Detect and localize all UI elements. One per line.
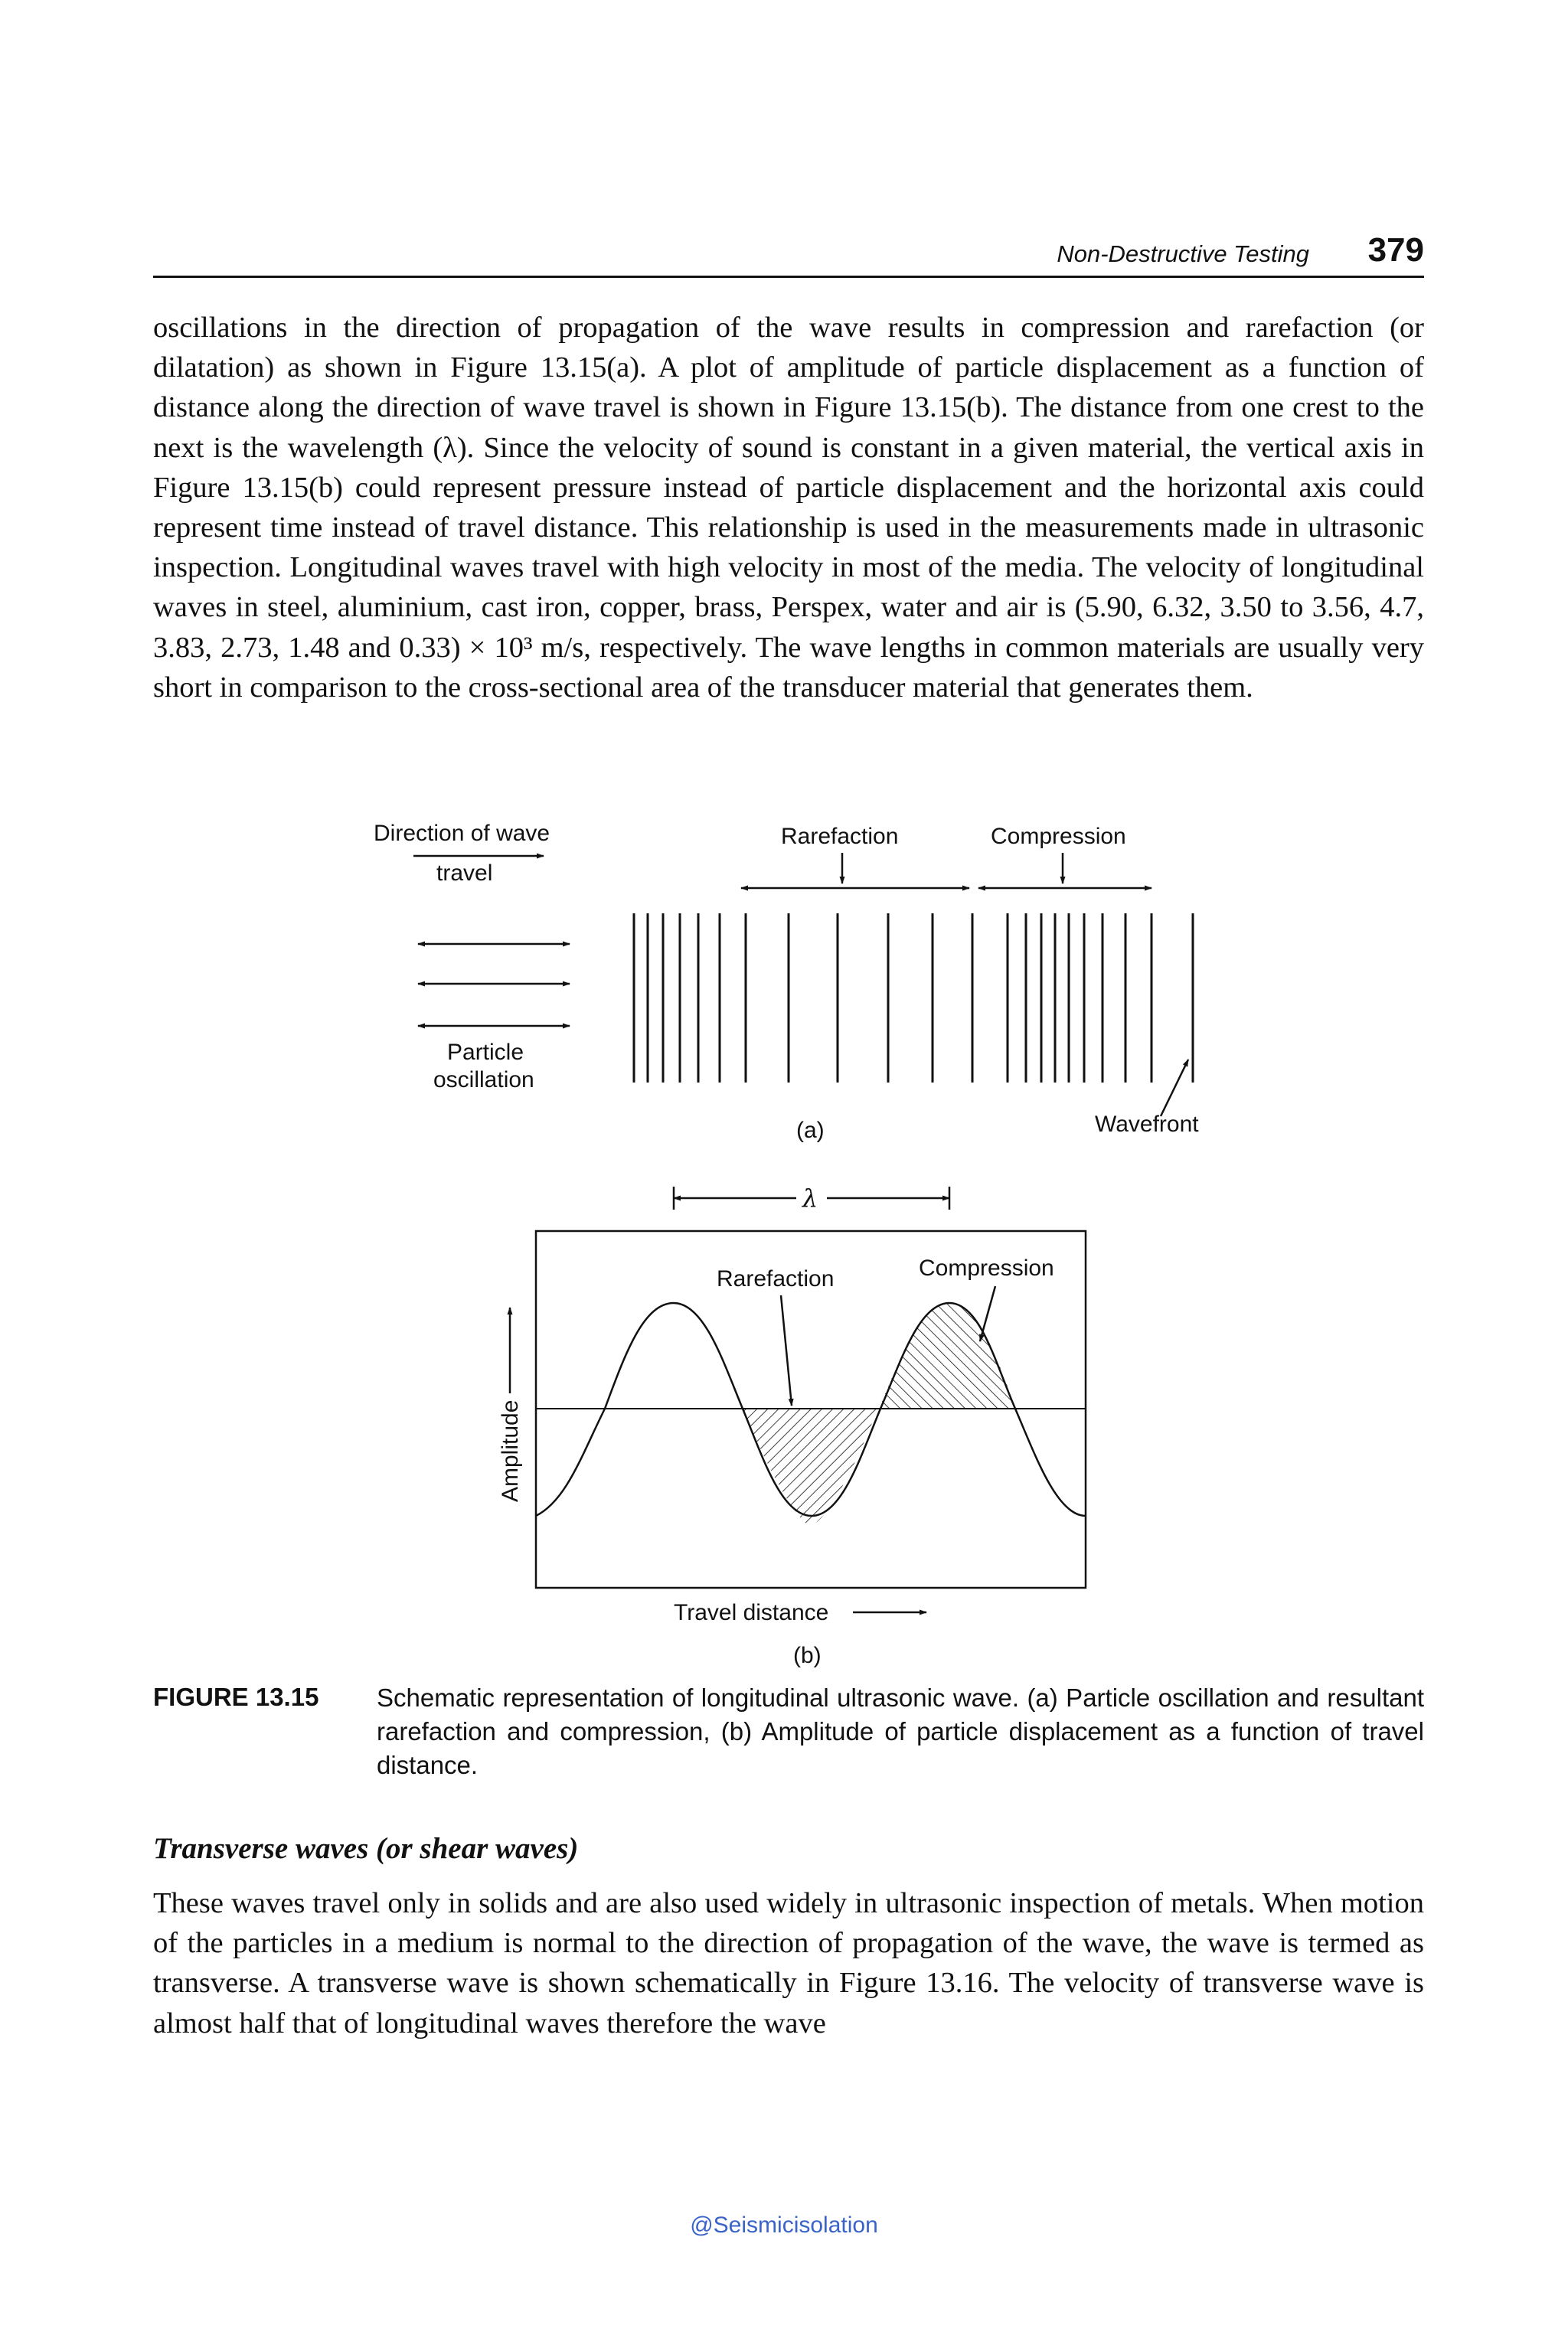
compression-label-b: Compression [919, 1256, 1054, 1281]
wavefront-pointer [1161, 1060, 1188, 1116]
sublabel-b: (b) [793, 1643, 822, 1668]
particle-oscillation-label-line2: oscillation [433, 1067, 534, 1092]
watermark: @Seismicisolation [690, 2213, 878, 2238]
rarefaction-label-b: Rarefaction [717, 1266, 835, 1292]
figure-part-a [374, 821, 1199, 1143]
x-axis-label: Travel distance [674, 1600, 829, 1625]
figure-13-15 [0, 804, 1568, 1669]
rarefaction-label-a: Rarefaction [781, 824, 899, 849]
figure-part-b [498, 1184, 1086, 1668]
running-header-title: Non-Destructive Testing [1057, 240, 1309, 267]
figure-caption-label: FIGURE 13.15 [153, 1683, 319, 1711]
y-axis-label: Amplitude [498, 1399, 523, 1502]
rarefaction-pointer-b [781, 1295, 792, 1406]
compression-pointer-b [980, 1286, 995, 1341]
body-paragraph-2: These waves travel only in solids and are also used widely in ultrasonic inspection of metals. When motion of the particles in a medium is normal to the direction of propagation of the wave, the wave is termed as transverse. A transverse wave is shown schematically in Figure 13.16. The velocity of transverse wave is almost half that of longitudinal waves therefore the wave [153, 1887, 1424, 2039]
body-paragraph-1: oscillations in the direction of propagation of the wave results in compression and rarefaction (or dilatation) as shown in Figure 13.15(a). A plot of amplitude of particle displacement as a function of distance along the direction of wave travel is shown in Figure 13.15(b). The distance from one crest to the next is the wavelength (λ). Since the velocity of sound is constant in a given material, the vertical axis in Figure 13.15(b) could represent pressure instead of particle displacement and the horizontal axis could represent time instead of travel distance. This relationship is used in the measurements made in ultrasonic inspection. Longitudinal waves travel with high velocity in most of the media. The velocity of longitudinal waves in steel, aluminium, cast iron, copper, brass, Perspex, water and air is (5.90, 6.32, 3.50 to 3.56, 4.7, 3.83, 2.73, 1.48 and 0.33) × 10³ m/s, respectively. The wave lengths in common materials are usually very short in comparison to the cross-sectional area of the transducer material that generates them. [153, 312, 1424, 704]
page-number: 379 [1367, 231, 1424, 269]
direction-label-line2: travel [436, 861, 493, 886]
wave-line-group [634, 913, 1193, 1083]
running-header [153, 228, 1424, 278]
particle-oscillation-label: Particle [447, 1040, 524, 1065]
figure-caption-text: Schematic representation of longitudinal ultrasonic wave. (a) Particle oscillation and resultant rarefaction and compression, (b) Amplitude of particle displacement as a function of travel distance. [377, 1683, 1424, 1779]
wavefront-label: Wavefront [1095, 1112, 1199, 1137]
wavelength-symbol: λ [802, 1184, 818, 1213]
compression-label-a: Compression [991, 824, 1126, 849]
direction-label: Direction of wave [374, 821, 550, 846]
sublabel-a: (a) [796, 1118, 825, 1143]
section-heading: Transverse waves (or shear waves) [153, 1832, 579, 1865]
